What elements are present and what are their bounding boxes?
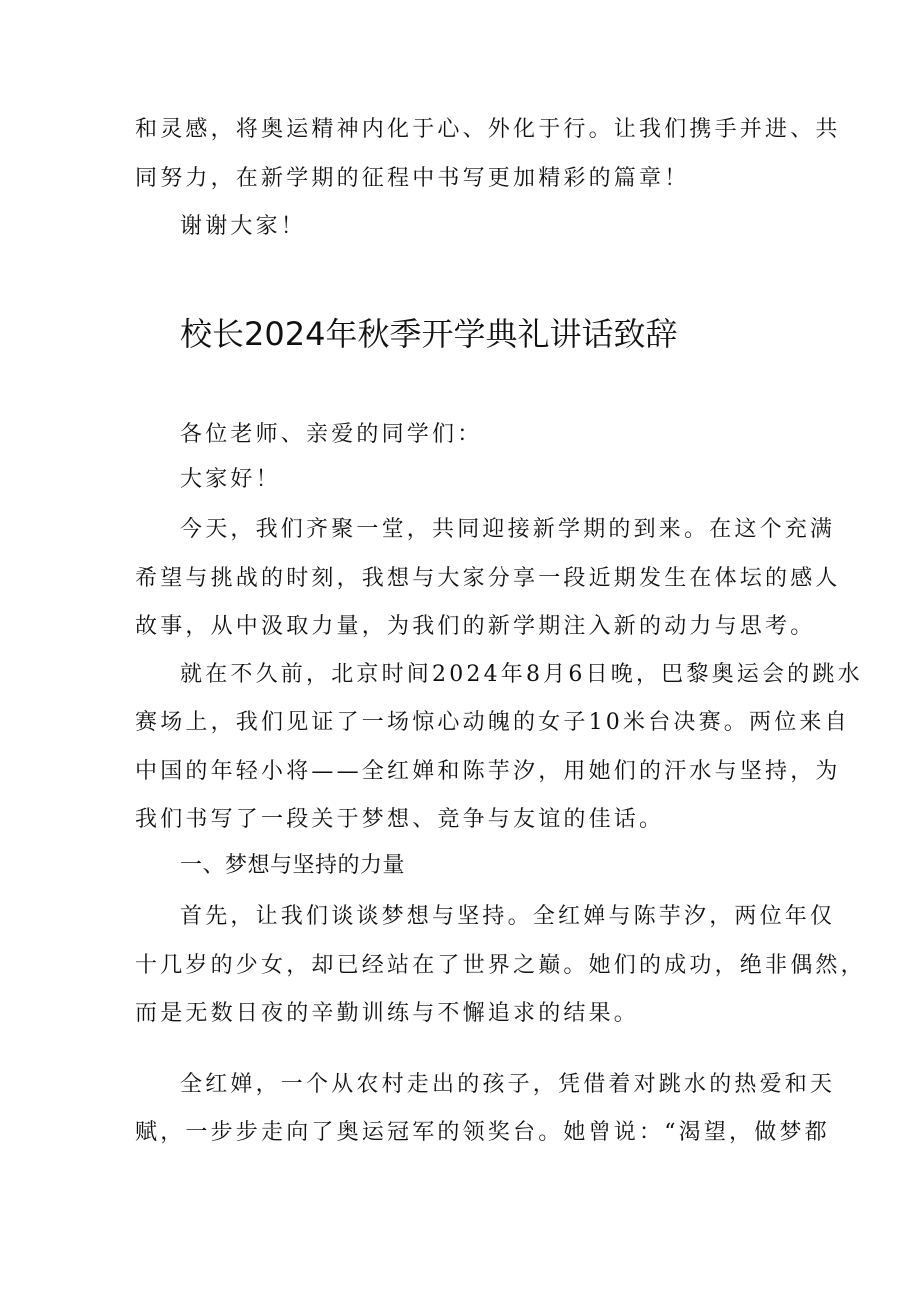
text-line: 同努力，在新学期的征程中书写更加精彩的篇章！ <box>135 166 690 191</box>
paragraph-line: 今天，我们齐聚一堂，共同迎接新学期的到来。在这个充满 <box>180 517 836 542</box>
text-line: 和灵感，将奥运精神内化于心、外化于行。让我们携手并进、共 <box>135 117 841 142</box>
paragraph-line: 中国的年轻小将——全红婵和陈芋汐，用她们的汗水与坚持，为 <box>135 759 841 784</box>
paragraph-line: 而是无数日夜的辛勤训练与不懈追求的结果。 <box>135 1001 640 1026</box>
thanks-line: 谢谢大家！ <box>180 214 307 239</box>
paragraph-line: 赛场上，我们见证了一场惊心动魄的女子10米台决赛。两位来自 <box>135 710 850 735</box>
paragraph-line: 我们书写了一段关于梦想、竞争与友谊的佳话。 <box>135 807 665 832</box>
document-title: 校长2024年秋季开学典礼讲话致辞 <box>180 315 678 353</box>
paragraph-line: 赋，一步步走向了奥运冠军的领奖台。她曾说：“渴望，做梦都 <box>135 1120 830 1145</box>
greeting: 大家好！ <box>180 467 281 492</box>
paragraph-line: 十几岁的少女，却已经站在了世界之巅。她们的成功，绝非偶然， <box>135 953 866 978</box>
paragraph-line: 首先，让我们谈谈梦想与坚持。全红婵与陈芋汐，两位年仅 <box>180 904 836 929</box>
paragraph-line: 希望与挑战的时刻，我想与大家分享一段近期发生在体坛的感人 <box>135 566 841 591</box>
section-heading: 一、梦想与坚持的力量 <box>180 853 406 878</box>
paragraph-line: 全红婵，一个从农村走出的孩子，凭借着对跳水的热爱和天 <box>180 1072 836 1097</box>
paragraph-line: 故事，从中汲取力量，为我们的新学期注入新的动力与思考。 <box>135 614 816 639</box>
salutation: 各位老师、亲爱的同学们： <box>180 422 483 447</box>
paragraph-line: 就在不久前，北京时间2024年8月6日晚，巴黎奥运会的跳水 <box>180 662 863 687</box>
